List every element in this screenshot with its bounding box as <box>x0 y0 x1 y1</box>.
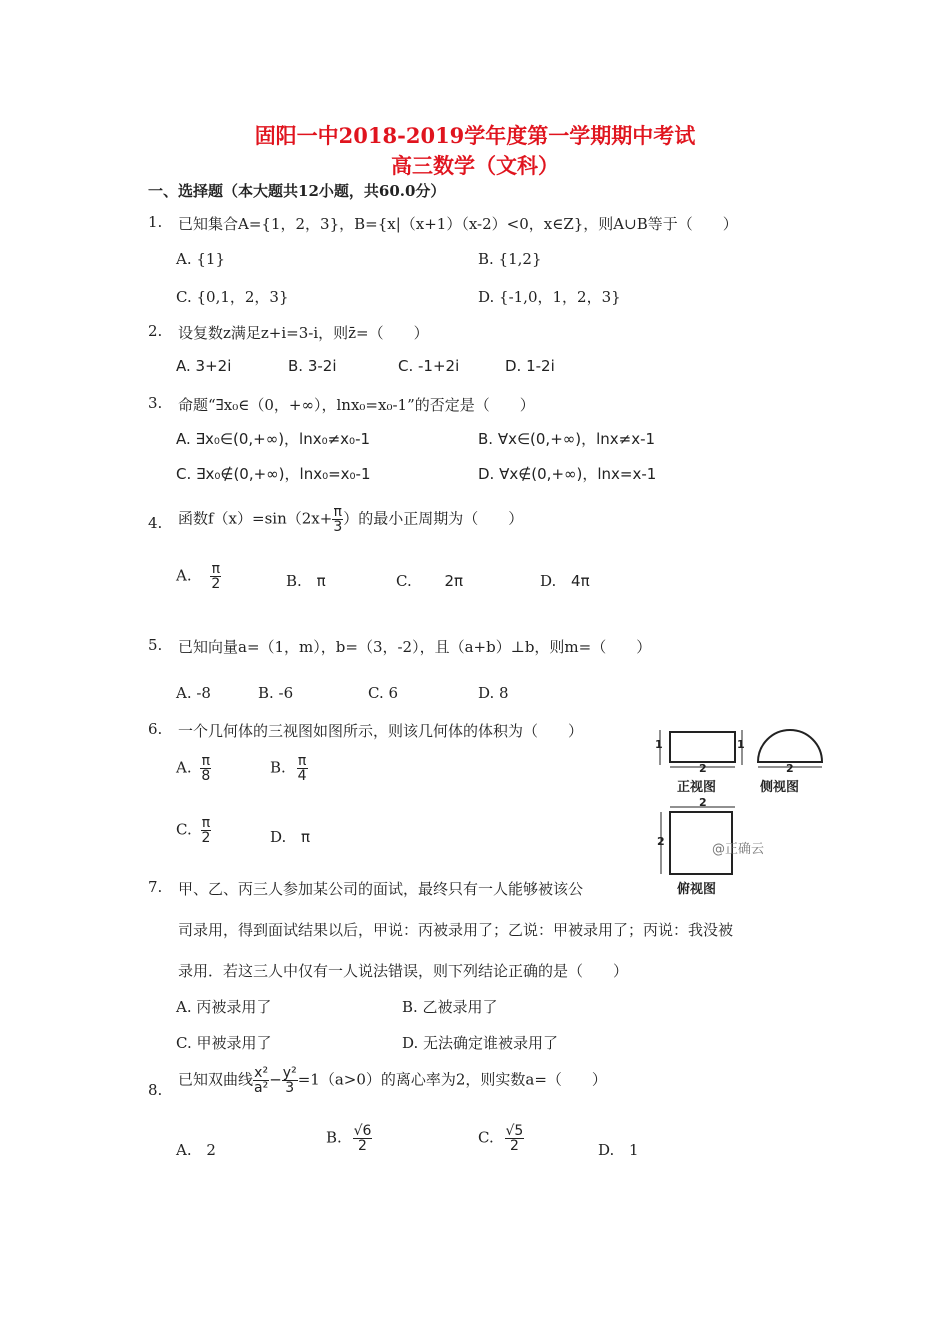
q8-frac-x-num: x² <box>254 1065 269 1081</box>
q4-option-b <box>286 572 326 590</box>
q6-option-a-num: π <box>201 753 211 769</box>
q5-option-b: B. -6 <box>258 684 294 702</box>
side-view-label: 侧视图 <box>760 780 800 795</box>
q3-option-b: B. ∀x∈(0,+∞)，lnx≠x-1 <box>478 430 656 448</box>
q7-option-a: A. 丙被录用了 <box>176 998 272 1016</box>
front-view-rect <box>670 732 735 762</box>
q4-option-a-fraction <box>210 562 221 591</box>
front-view-dim-1: 1 <box>655 738 663 751</box>
side-view-dim-2: 2 <box>786 762 794 775</box>
q6-option-a-letter: A. <box>176 758 192 777</box>
q4-option-a <box>176 562 221 591</box>
q7-option-b: B. 乙被录用了 <box>402 998 498 1016</box>
q4-stem-frac-den: 3 <box>333 519 343 535</box>
front-view-dim-2: 2 <box>699 762 707 775</box>
q4-option-a-num: π <box>211 561 221 577</box>
q6-option-c <box>176 816 211 845</box>
side-view-semicircle <box>758 730 822 762</box>
q7-line-2: 司录用，得到面试结果以后，甲说：丙被录用了；乙说：甲被录用了；丙说：我没被 <box>178 921 734 939</box>
exam-subtitle: 高三数学（文科） <box>391 153 559 178</box>
q5-option-c: C. 6 <box>368 684 399 702</box>
q5-option-a: A. -8 <box>176 684 211 702</box>
q8-option-c-num: √5 <box>505 1123 524 1139</box>
q8-option-b-fraction <box>353 1124 373 1153</box>
q7-line-3: 录用．若这三人中仅有一人说法错误，则下列结论正确的是（ ） <box>178 962 629 980</box>
q1-option-b: B. {1,2} <box>478 250 542 268</box>
q8-number: 8. <box>148 1081 163 1099</box>
q8-option-d <box>598 1141 639 1159</box>
q8-option-d-letter: D. <box>598 1141 615 1159</box>
q6-option-d-letter: D. <box>270 828 287 846</box>
q4-option-c <box>396 572 463 590</box>
q8-option-a <box>176 1141 216 1159</box>
q2-number: 2. <box>148 322 163 340</box>
q6-option-c-den: 2 <box>201 830 211 846</box>
q2-stem: 设复数z满足z+i=3-i，则z̄=（ ） <box>178 324 429 342</box>
q1-stem: 已知集合A={1，2，3}，B={x|（x+1）（x-2）<0，x∈Z}，则A∪B等于（ ） <box>178 215 738 233</box>
q2-option-c: C. -1+2i <box>398 357 460 375</box>
q4-option-c-letter: C. <box>396 572 412 590</box>
q4-option-d-value: 4π <box>571 572 590 590</box>
q8-stem-part1: 已知双曲线 <box>178 1070 254 1089</box>
q8-option-b-num: √6 <box>353 1123 372 1139</box>
q4-option-c-value: 2π <box>444 572 464 590</box>
q3-option-c: C. ∃x₀∉(0,+∞)，lnx₀=x₀-1 <box>176 465 371 483</box>
q6-option-a-fraction <box>200 754 211 783</box>
q8-option-a-value: 2 <box>206 1141 216 1159</box>
q3-option-d: D. ∀x∉(0,+∞)，lnx=x-1 <box>478 465 657 483</box>
q6-option-b-fraction <box>297 754 308 783</box>
q8-option-c-letter: C. <box>478 1128 494 1147</box>
q4-option-b-letter: B. <box>286 572 302 590</box>
q3-number: 3. <box>148 394 163 412</box>
q6-option-b-den: 4 <box>297 768 307 784</box>
q6-option-b-letter: B. <box>270 758 286 777</box>
q1-number: 1. <box>148 213 163 231</box>
q8-option-b-letter: B. <box>326 1128 342 1147</box>
q6-option-a <box>176 754 211 783</box>
q8-option-b <box>326 1124 372 1153</box>
q7-number: 7. <box>148 878 163 896</box>
q4-option-d-letter: D. <box>540 572 557 590</box>
q5-option-d: D. 8 <box>478 684 509 702</box>
q6-option-b-num: π <box>297 753 307 769</box>
q8-stem: 已知双曲线 $\frac{\text{x²}}{\text{a²}}$ − $\frac{\text{y²}}{3}$ =1（a>0）的离心率为2，则实数a=（ ） <box>178 1065 607 1096</box>
q2-option-b: B. 3-2i <box>288 357 337 375</box>
q4-stem-fraction <box>332 505 343 534</box>
q8-frac-y <box>282 1066 298 1095</box>
q7-line-1: 甲、乙、丙三人参加某公司的面试，最终只有一人能够被该公 <box>178 880 584 898</box>
q6-option-c-num: π <box>201 815 211 831</box>
q8-option-d-value: 1 <box>629 1141 639 1159</box>
q6-option-b <box>270 754 308 783</box>
side-view-dim-1: 1 <box>737 738 745 751</box>
q6-option-a-den: 8 <box>201 768 211 784</box>
three-view-diagram <box>655 725 830 900</box>
q4-option-a-letter: A. <box>176 566 192 585</box>
q6-option-d-value: π <box>301 828 311 846</box>
exam-title: 固阳一中2018-2019学年度第一学期期中考试 <box>254 123 696 148</box>
q8-stem-part2: =1（a>0）的离心率为2，则实数a=（ ） <box>297 1070 607 1089</box>
q8-frac-x <box>253 1066 269 1095</box>
q4-stem-frac-num: π <box>333 504 342 520</box>
section-heading: 一、选择题（本大题共12小题，共60.0分） <box>148 182 446 200</box>
q4-stem-part2: ）的最小正周期为（ ） <box>343 509 524 528</box>
top-view-dim-2-width: 2 <box>699 796 707 809</box>
q6-option-c-fraction <box>201 816 212 845</box>
q8-option-c <box>478 1124 524 1153</box>
q7-option-d: D. 无法确定谁被录用了 <box>402 1034 559 1052</box>
q1-option-a: A. {1} <box>176 250 225 268</box>
three-view-figure <box>655 725 830 900</box>
top-view-label: 俯视图 <box>677 882 717 897</box>
q6-stem: 一个几何体的三视图如图所示，则该几何体的体积为（ ） <box>178 722 584 740</box>
front-view-label: 正视图 <box>677 780 717 795</box>
top-view-dim-2-height: 2 <box>657 835 665 848</box>
q4-option-a-den: 2 <box>211 576 221 592</box>
q3-option-a: A. ∃x₀∈(0,+∞)，lnx₀≠x₀-1 <box>176 430 371 448</box>
q8-option-c-den: 2 <box>505 1138 525 1153</box>
q8-option-c-fraction <box>505 1124 525 1153</box>
q4-number: 4. <box>148 514 163 532</box>
q8-frac-x-den: a² <box>254 1080 269 1096</box>
q6-option-d <box>270 828 310 846</box>
q8-frac-y-den: 3 <box>282 1080 298 1095</box>
q5-number: 5. <box>148 636 163 654</box>
q6-number: 6. <box>148 720 163 738</box>
q4-option-b-value: π <box>316 572 326 590</box>
q3-stem: 命题“∃x₀∈（0，+∞），lnx₀=x₀-1”的否定是（ ） <box>178 396 535 414</box>
watermark: @正确云 <box>712 842 765 857</box>
q4-option-d <box>540 572 590 590</box>
q6-option-c-letter: C. <box>176 820 192 839</box>
q7-option-c: C. 甲被录用了 <box>176 1034 272 1052</box>
q8-frac-y-num: y² <box>282 1065 297 1081</box>
q4-stem <box>178 505 523 534</box>
q8-option-b-den: 2 <box>353 1138 373 1153</box>
q5-stem: 已知向量a=（1，m），b=（3，-2），且（a+b）⊥b，则m=（ ） <box>178 638 652 656</box>
q4-stem-part1: 函数f（x）=sin（2x+ <box>178 509 333 528</box>
q2-option-d: D. 1-2i <box>505 357 555 375</box>
q8-option-a-letter: A. <box>176 1141 192 1159</box>
q1-option-d: D. {-1,0，1，2，3} <box>478 288 621 306</box>
q2-option-a: A. 3+2i <box>176 357 232 375</box>
q1-option-c: C. {0,1，2，3} <box>176 288 289 306</box>
